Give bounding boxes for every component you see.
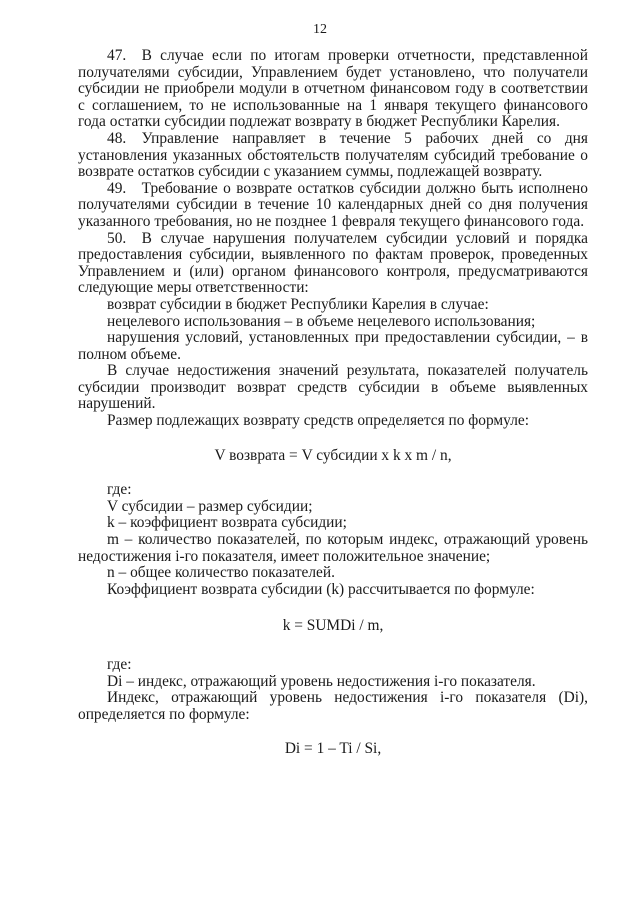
- index-intro: Индекс, отражающий уровень недостижения i-го показателя (Di), определяется по формуле:: [78, 689, 588, 723]
- refund-case-intro: возврат субсидии в бюджет Республики Карелия в случае:: [107, 295, 489, 313]
- definition-di: Di – индекс, отражающий уровень недостижения i-го показателя.: [107, 672, 536, 690]
- paragraph-49: 49. Требование о возврате остатков субсидии должно быть исполнено получателями субсидии в течение 10 календарных дней со дня получения указанного требования, но не позднее 1 февраля текущего финансового года.: [78, 179, 588, 230]
- coefficient-intro: Коэффициент возврата субсидии (k) рассчитывается по формуле:: [107, 580, 535, 598]
- formula-index: Di = 1 – Ti / Si,: [284, 740, 382, 758]
- paragraph-48: 48. Управление направляет в течение 5 рабочих дней со дня установления указанных обстоятельств получателям субсидий требование о возврате остатков субсидии с указанием суммы, подлежащей возврату.: [78, 129, 588, 181]
- formula-coefficient: k = SUMDi / m,: [282, 617, 384, 635]
- formula-refund: V возврата = V субсидии x k x m / n,: [214, 446, 452, 464]
- formula-intro: Размер подлежащих возврату средств определяется по формуле:: [107, 412, 529, 430]
- definition-n: n – общее количество показателей.: [107, 564, 335, 582]
- paragraph-non-achievement: В случае недостижения значений результата, показателей получатель субсидии производит возврат средств субсидии в объеме выявленных нарушений.: [78, 362, 588, 413]
- paragraph-47: 47. В случае если по итогам проверки отчетности, представленной получателями субсидии, Управлением будет установлено, что получатели субсидии не приобрели модули в отчетном финансовом году в соответствии с соглашением, то не использованные на 1 января текущего финансового года остатки субсидии подлежат возврату в бюджет Республики Карелия.: [78, 47, 588, 131]
- refund-case-violation: нарушения условий, установленных при предоставлении субсидии, – в полном объеме.: [78, 329, 588, 363]
- page-number: 12: [313, 22, 327, 37]
- where-label-1: где:: [107, 481, 132, 499]
- where-label-2: где:: [107, 656, 132, 673]
- refund-case-misuse: нецелевого использования – в объеме нецелевого использования;: [107, 312, 536, 330]
- definition-k: k – коэффициент возврата субсидии;: [107, 514, 347, 532]
- definition-m: m – количество показателей, по которым индекс, отражающий уровень недостижения i-го показателя, имеет положительное значение;: [78, 531, 588, 565]
- definition-v-subsidy: V субсидии – размер субсидии;: [107, 497, 313, 515]
- document-body: [78, 48, 588, 758]
- paragraph-50: 50. В случае нарушения получателем субсидии условий и порядка предоставления субсидии, выявленного по фактам проверок, проведенных Управлением и (или) органом финансового контроля, предусматриваются следующие меры ответственности:: [78, 229, 588, 297]
